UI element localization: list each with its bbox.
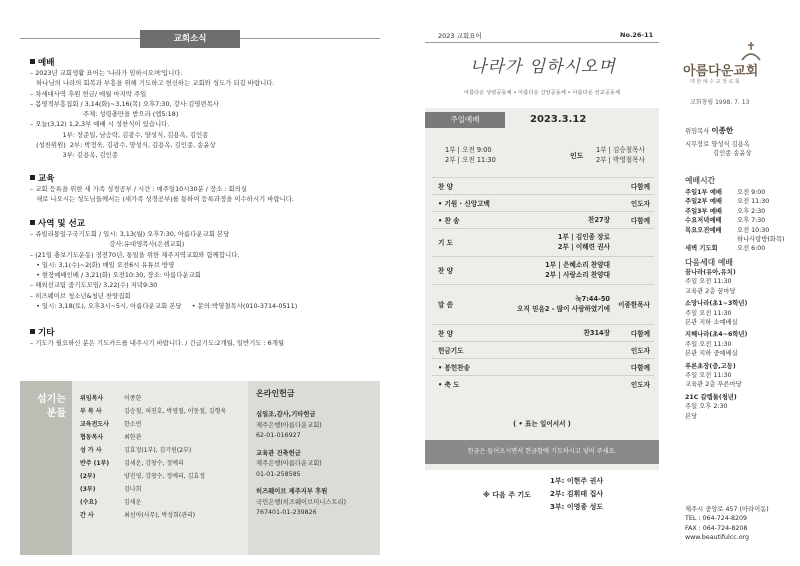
community-tagline: 아름다운 성령공동체 • 아름다운 신앙공동체 • 아름다운 선교공동체 <box>463 90 621 96</box>
mission-section <box>30 217 380 311</box>
text-line: – 봄영적부흥집회 / 3,14(화)~3,16(목) 오후7:30, 강사:김영련목사 <box>30 99 219 108</box>
text-line: 강사:유대영목사(은셈교회) <box>30 240 185 249</box>
worship-times <box>685 188 795 254</box>
next-gen-item: 지혜나라(초4~6학년) 주일 오전 11:30 본관 지하 중예배실 <box>685 331 748 358</box>
etc-section <box>30 326 380 348</box>
staff-row: 부 목 사 김승철, 허진호, 박영철, 이동철, 김형욱 <box>80 408 227 415</box>
next-prayer-list: 1부: 이현주 권사 2부: 김휘태 집사 3부: 이영종 성도 <box>550 477 604 511</box>
time-row: 목요오전예배 오전 10:30 <box>685 226 770 234</box>
denomination: 대 한 예 수 교 장 로 회 <box>690 79 740 85</box>
service-row: • 축 도 인도자 <box>438 380 650 389</box>
year-motto-label: 2023 교회표어 <box>438 32 482 40</box>
leader-label: 인도 <box>570 152 584 160</box>
next-gen-item: 21C 갈렙돌(청년) 주일 오후 2:30 본당 <box>685 393 737 420</box>
text-line: – 2023년 교회생활 표어는 '나라가 임하시오며'입니다. <box>30 69 183 77</box>
pastor-info: 위임목사 이종한 <box>685 126 734 135</box>
text-line: – 쥬빌리통일구국기도회 / 일시: 3,13(월) 오후7:30, 아름다운교회 본당 <box>30 230 230 238</box>
text-line: – 히즈웨이브 청소년&청년 찬양집회 <box>30 291 131 300</box>
worship-lines <box>30 68 380 161</box>
service-row: 헌금기도 인도자 <box>438 346 650 355</box>
staff-row: (2부) 양진영, 강창수, 정예리, 김효정 <box>80 473 205 480</box>
divider <box>425 42 659 43</box>
worship-section <box>30 56 380 161</box>
text-line: (성찬위원) 2부: 박정욱, 김광수, 양성식, 김용옥, 김인종, 송윤상 <box>30 141 216 150</box>
text-line: – 오늘(3,12) 1,2,3부 예배 시 성찬식이 있습니다. <box>30 120 170 129</box>
text-line: 하나님의 나라의 회복과 부흥을 위해 기도하고 헌신하는 교회와 성도가 되길 바랍니다. <box>30 79 275 88</box>
staff-row: 위임목사 이종한 <box>80 395 142 402</box>
times-title: 예배시간 <box>685 176 716 185</box>
next-prayer-label: ※ 다음 주 기도 <box>483 491 531 499</box>
staff-row: (3부) 김나희 <box>80 486 142 493</box>
square-bullet-icon <box>30 329 35 334</box>
service-row: 찬 양 1부 | 은혜소리 찬양대 2부 | 사랑소리 찬양대 <box>438 261 610 279</box>
online-blocks <box>256 410 378 526</box>
service-times: 1부 | 오전 9:00 2부 | 오전 11:30 <box>445 146 496 164</box>
service-row: 찬 양 찬314장 다함께 <box>438 328 650 338</box>
service-date: 2023.3.12 <box>530 114 587 125</box>
time-row: 새벽 기도회 오전 6:00 <box>685 245 766 253</box>
next-gen-item: 꿈나라(유아,유치) 주일 오전 11:30 교육관 2층 꿈마당 <box>685 269 736 295</box>
service-row: • 기원 · 신앙고백 인도자 <box>438 199 650 208</box>
time-row: 수요저녁예배 오후 7:30 <box>685 217 766 225</box>
next-gen-item: 소망나라(초1~3학년) 주일 오전 11:30 본관 지하 소예배실 <box>685 300 748 327</box>
time-row: 하나사랑방(화목) <box>737 236 785 244</box>
motto-calligraphy: 나라가 임하시오며 <box>470 57 616 77</box>
text-line: – 교회 등록을 위한 새 가족 성경공부 / 시간 : 매주일10시30분 / 장소 : 회의실 <box>30 185 248 193</box>
time-row: 주일1부 예배 오전 9:00 <box>685 189 766 196</box>
online-title: 온라인헌금 <box>256 389 295 398</box>
elders-info: 시무장로 양성식 김용옥 김인종 송윤상 <box>685 141 752 158</box>
text-line: – 기도가 필요하신 분은 기도카드를 내주시기 바랍니다. / 긴급기도:2개월, 일반기도 : 6개월 <box>30 339 285 347</box>
square-bullet-icon <box>30 175 35 180</box>
service-tab: 주일예배 <box>425 112 505 128</box>
education-section <box>30 172 380 205</box>
text-line: • 일시: 3,18(토), 오후3시~5시, 아름다운교회 본당 • 문의:박영철목사(010-3714-0511) <box>30 302 298 311</box>
staff-row: (수요) 김세운 <box>80 499 142 506</box>
offering-notice: 헌금은 들어오시면서 헌금함에 기도하시고 넣어 주세요. <box>425 440 659 464</box>
staff-row: 성 가 사 김효정(1부), 김기원(2부) <box>80 447 192 454</box>
church-logo-icon <box>740 40 760 62</box>
service-row: 말 씀 눅7:44-50 오직 믿음2 - 많이 사랑하였기에 이종한목사 <box>438 295 650 313</box>
next-gen-title: 다음세대 예배 <box>685 258 733 267</box>
text-line: • 일시: 3,1(수)~2(화) 매일 오전6시 유튜브 방영 <box>30 260 175 269</box>
staff-heading: 섬기는 분들 <box>20 381 72 555</box>
service-row: • 찬 송 찬27장 다함께 <box>438 215 650 225</box>
time-row: 주일3부 예배 오후 2:30 <box>685 207 766 215</box>
text-line: • 현장예배인배 / 3,21(화) 오전10:30, 장소: 아름다운교회 <box>30 271 201 280</box>
text-line: 새로 나오시는 성도님들께서는 (새가족 성경공부)를 통하여 등록과정을 이수하시기 바랍니다. <box>30 195 294 204</box>
news-header: 교회소식 <box>140 30 240 48</box>
church-name: 아름다운교회 <box>683 64 759 79</box>
next-gen-list <box>685 268 795 424</box>
text-line: 1부: 장준일, 남승락, 김광수, 양성식, 김용옥, 김인종 <box>30 130 209 139</box>
next-gen-item: 푸른초장(중,고등) 주일 오전 11:30 교육관 2층 푸른마당 <box>685 362 742 389</box>
staff-row: 협동목사 최한관 <box>80 434 142 441</box>
text-line: – (21일 충보기도운동) 정전70년, 통일을 위한 제주지역교회와 함께합니다. <box>30 250 240 259</box>
section-title: 사역 및 선교 <box>38 219 85 229</box>
staff-list <box>80 392 245 522</box>
staff-row: 반주 (1부) 김세운, 강창수, 정예리 <box>80 460 184 467</box>
square-bullet-icon <box>30 220 35 225</box>
staff-row: 간 사 최선아(사무), 박성희(관리) <box>80 512 196 519</box>
account-block: 교육관 건축헌금 제주은행(아름다운교회) 01-01-258585 <box>256 449 322 478</box>
account-block: 히즈웨이브 제주지부 후원 국민은행(히즈웨이브미니스트리) 767401-01-239826 <box>256 488 347 516</box>
section-title: 예배 <box>38 58 55 68</box>
service-row: • 봉헌찬송 다함께 <box>438 363 650 372</box>
text-line: – 차세대사역 후원 헌금/ 매월 마지막 주일 <box>30 89 147 98</box>
text-line: – 해외선교팀 줌기도모임/ 3,22(수) 저녁9:30 <box>30 281 158 290</box>
account-block: 십일조,감사,기타헌금 제주은행(아름다운교회) 62-01-016927 <box>256 411 322 439</box>
bulletin-number: No.26-11 <box>620 31 654 39</box>
service-row: 기 도 1부 | 김인종 장로 2부 | 이해련 권사 <box>438 233 610 251</box>
founded-date: 교회창립 1998. 7. 13 <box>690 99 750 106</box>
mission-lines <box>30 229 380 311</box>
square-bullet-icon <box>30 59 35 64</box>
contact-info: 제주시 중앙로 457 (아라이동) TEL : 064-724-8209 FAX : 064-724-8208 www.beautifulcc.org <box>685 506 769 542</box>
service-row: 찬 양 다함께 <box>438 182 650 191</box>
standing-note: ( • 표는 일어서서 ) <box>513 420 571 428</box>
section-title: 교육 <box>38 174 55 184</box>
text-line: 주제: 성령충만을 받으라 (엡5:18) <box>30 110 179 119</box>
text-line: 3부: 김용옥, 김인종 <box>30 151 119 160</box>
staff-row: 교육전도사 한소연 <box>80 421 142 428</box>
section-title: 기타 <box>38 328 55 338</box>
education-lines <box>30 184 380 205</box>
time-row: 주일2부 예배 오전 11:30 <box>685 198 770 206</box>
leaders: 1부 | 김승철목사 2부 | 박영철목사 <box>596 146 645 164</box>
etc-lines <box>30 338 380 348</box>
